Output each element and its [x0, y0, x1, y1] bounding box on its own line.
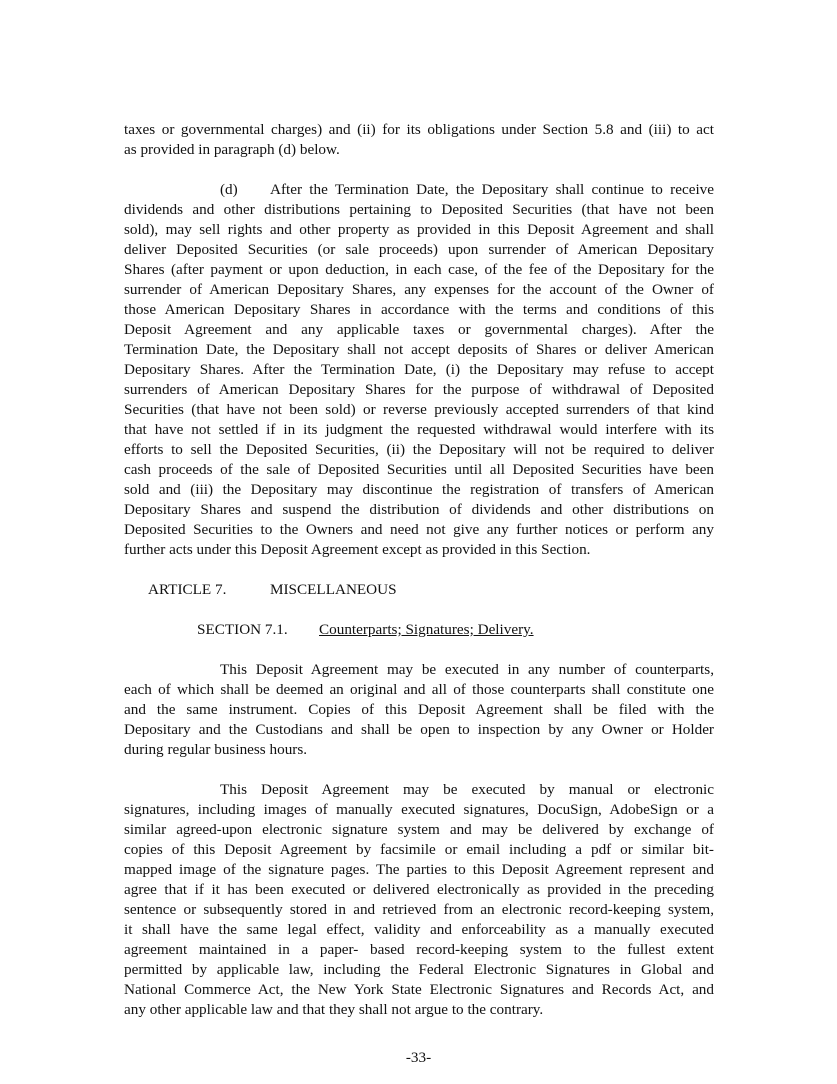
intro-line: as provided in paragraph (d) below. [124, 141, 340, 158]
paragraph-d-line: Depositary Shares. After the Termination Date, (i) the Depositary may refuse to accept [124, 361, 714, 378]
paragraph-d-line: that have not settled if in its judgment the requested withdrawal would interfere with its [124, 421, 714, 438]
paragraph-2-line: National Commerce Act, the New York State Electronic Signatures and Records Act, and [124, 981, 714, 998]
paragraph-1-line: each of which shall be deemed an original and all of those counterparts shall constitute one [124, 681, 714, 698]
page-number: -33- [405, 1049, 432, 1066]
paragraph-1-line: during regular business hours. [124, 741, 308, 758]
paragraph-d-line: deliver Deposited Securities (or sale proceeds) upon surrender of American Depositary [124, 241, 714, 258]
paragraph-d-first-line: After the Termination Date, the Depositary shall continue to receive [270, 181, 714, 198]
paragraph-d-line: surrender of American Depositary Shares, any expenses for the account of the Owner of [124, 281, 714, 298]
section-number: SECTION 7.1. [197, 621, 288, 638]
paragraph-d-line: further acts under this Deposit Agreement except as provided in this Section. [124, 541, 591, 558]
paragraph-2-line: permitted by applicable law, including the Federal Electronic Signatures in Global and [124, 961, 714, 978]
paragraph-d-line: those American Depositary Shares in accordance with the terms and conditions of this [124, 301, 714, 318]
paragraph-d-line: Depositary Shares and suspend the distribution of dividends and other distributions on [124, 501, 714, 518]
paragraph-2-line: any other applicable law and that they shall not argue to the contrary. [124, 1001, 544, 1018]
paragraph-1-first-line: This Deposit Agreement may be executed in any number of counterparts, [220, 661, 714, 678]
paragraph-label: (d) [220, 181, 238, 198]
paragraph-d-line: surrenders of American Depositary Shares for the purpose of withdrawal of Deposited [124, 381, 714, 398]
paragraph-d-line: sold and (iii) the Depositary may discontinue the registration of transfers of American [124, 481, 714, 498]
paragraph-d-line: Termination Date, the Depositary shall not accept deposits of Shares or deliver American [124, 341, 714, 358]
paragraph-2-first-line: This Deposit Agreement may be executed by manual or electronic [220, 781, 714, 798]
paragraph-d-line: Deposit Agreement and any applicable taxes or governmental charges). After the [124, 321, 714, 338]
section-title: Counterparts; Signatures; Delivery. [319, 621, 534, 638]
paragraph-d-line: dividends and other distributions pertaining to Deposited Securities (that have not been [124, 201, 714, 218]
paragraph-2-line: copies of this Deposit Agreement by facsimile or email including a pdf or similar bit- [124, 841, 714, 858]
intro-line: taxes or governmental charges) and (ii) for its obligations under Section 5.8 and (iii) to act [124, 121, 714, 138]
paragraph-2-line: sentence or subsequently stored in and retrieved from an electronic record-keeping system, [124, 901, 714, 918]
paragraph-2-line: it shall have the same legal effect, validity and enforceability as a manually executed [124, 921, 714, 938]
paragraph-d-line: Securities (that have not been sold) or reverse previously accepted surrenders of that kind [124, 401, 714, 418]
paragraph-d-line: efforts to sell the Deposited Securities, (ii) the Depositary will not be required to deliver [124, 441, 714, 458]
article-title: MISCELLANEOUS [270, 581, 397, 598]
paragraph-d-line: cash proceeds of the sale of Deposited Securities until all Deposited Securities have been [124, 461, 714, 478]
paragraph-2-line: agreement maintained in a paper- based record-keeping system to the fullest extent [124, 941, 714, 958]
paragraph-d-line: Shares (after payment or upon deduction, in each case, of the fee of the Depositary for the [124, 261, 714, 278]
paragraph-2-line: signatures, including images of manually executed signatures, DocuSign, AdobeSign or a [124, 801, 714, 818]
paragraph-2-line: mapped image of the signature pages. The parties to this Deposit Agreement represent and [124, 861, 714, 878]
paragraph-2-line: agree that if it has been executed or delivered electronically as provided in the preceding [124, 881, 714, 898]
paragraph-d-line: sold), may sell rights and other property as provided in this Deposit Agreement and shall [124, 221, 714, 238]
paragraph-d-line: Deposited Securities to the Owners and need not give any further notices or perform any [124, 521, 714, 538]
paragraph-1-line: Depositary and the Custodians and shall be open to inspection by any Owner or Holder [124, 721, 714, 738]
paragraph-2-line: similar agreed-upon electronic signature system and may be delivered by exchange of [124, 821, 714, 838]
article-number: ARTICLE 7. [148, 581, 227, 598]
paragraph-1-line: and the same instrument. Copies of this Deposit Agreement shall be filed with the [124, 701, 714, 718]
